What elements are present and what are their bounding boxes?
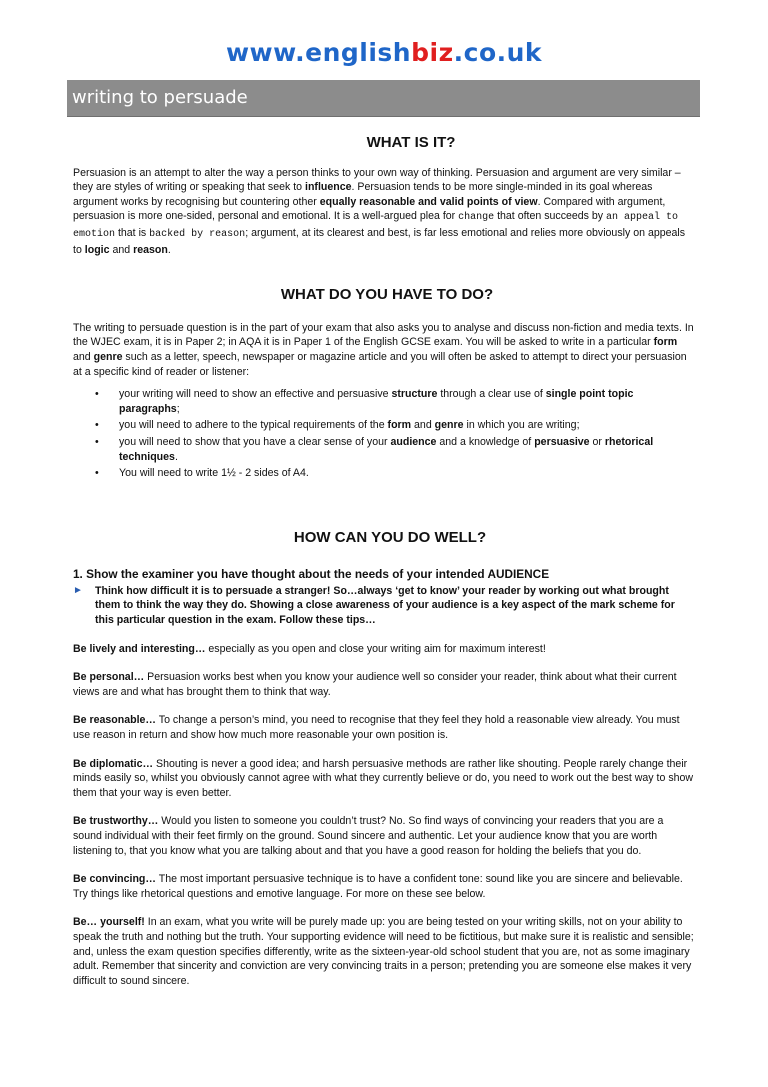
bullet-icon: •: [95, 388, 99, 401]
bullet-icon: •: [95, 435, 99, 448]
heading-how-to-do-well: HOW CAN YOU DO WELL?: [293, 528, 487, 546]
tip-reasonable: Be reasonable… To change a person’s mind, you need to recognise that they feel they hold a reasonable view already. You must use reason in return and show how much more reasonable your own position is.: [73, 714, 680, 742]
tip-yourself: Be… yourself! In an exam, what you write will be purely made up: you are being tested on your writing skills, not on your ability to speak the truth and nothing but the truth. Your supporting evidence will need to be fictitious, but make sure it is realistic and sensible; and, unless the exam question specifies differently, write as the sixteen-year-old school student that you are, not as some imaginary adult. Remember that sincerity and conviction are very convincing traits in a person; pretending you are someone else makes it very difficult to sound sincere.: [73, 916, 694, 987]
site-logo: www.englishbiz.co.uk: [225, 38, 543, 67]
task-paragraph: The writing to persuade question is in the part of your exam that also asks you to analyse and discuss non-fiction and media texts. In the WJEC exam, it is in Paper 2; in AQA it is in Paper 1 of the English GCSE exam. You will be asked to write in a particular form and genre such as a letter, speech, newspaper or magazine article and you will often be asked to attempt to direct your persuasion at a specific kind of reader or listener:: [73, 321, 694, 378]
list-item: • You will need to write 1½ - 2 sides of A4.: [95, 467, 309, 480]
heading-what-to-do: WHAT DO YOU HAVE TO DO?: [280, 286, 494, 304]
bullet-icon: •: [95, 419, 99, 432]
heading-what-is-it: WHAT IS IT?: [366, 134, 456, 151]
arrow-right-icon: ►: [73, 584, 83, 596]
banner-title: writing to persuade: [72, 87, 248, 108]
intro-paragraph: Persuasion is an attempt to alter the way a person thinks to your own way of thinking. Persuasion and argument are very similar – they are styles of writing or speaking that seek to influence. Persuasion tends to be more single-minded in its goal whereas argument works by recognising but countering other equally reasonable and valid points of view. Compared with argument, persuasion is more one-sided, personal and emotional. It is a well-argued plea for change that often succeeds by an appeal to emotion that is backed by reason; argument, at its clearest and best, is far less emotional and relies more obviously on appeals to logic and reason.: [73, 166, 686, 256]
tip-personal: Be personal… Persuasion works best when you know your audience well so consider your reader, think about what their current views are and what has brought them to think that way.: [73, 671, 677, 698]
tip-block: ► Think how difficult it is to persuade a stranger! So…always ‘get to know’ your reader by working out what brought them to think the way they do. Showing a close awareness of your audience is a key aspect of the mark scheme for this particular question in the exam. Follow these tips…: [73, 584, 675, 627]
bullet-icon: •: [95, 467, 99, 480]
list-item: • you will need to adhere to the typical requirements of the form and genre in which you are writing;: [95, 419, 580, 432]
tip-diplomatic: Be diplomatic… Shouting is never a good idea; and harsh persuasive methods are rather like shouting. People rarely change their minds easily so, whilst you obviously cannot agree with what they currently believe or do, you need to work out the best way to show them that your way is even better.: [73, 757, 694, 799]
audience-subheading: 1. Show the examiner you have thought about the needs of your intended AUDIENCE: [73, 567, 550, 582]
tip-lively: Be lively and interesting… especially as you open and close your writing aim for maximum interest!: [73, 642, 546, 655]
tip-trustworthy: Be trustworthy… Would you listen to someone you couldn’t trust? No. So find ways of convincing your readers that you are a sound individual with their feet firmly on the ground. Sound sincere and authentic. Let your audience know that you are worth listening to, that you know what you are talking about and that you have a good reason for holding the beliefs that you do.: [73, 815, 664, 857]
tip-convincing: Be convincing… The most important persuasive technique is to have a confident tone: sound like you are sincere and believable. Try things like rhetorical questions and emotive language. For more on these see below.: [73, 873, 683, 900]
requirements-list: [73, 387, 695, 481]
title-banner: [67, 80, 700, 117]
list-item: • your writing will need to show an effective and persuasive structure through a clear use of single point topic paragraphs;: [95, 388, 634, 415]
document-body: [73, 136, 695, 988]
list-item: • you will need to show that you have a clear sense of your audience and a knowledge of persuasive or rhetorical techniques.: [95, 435, 654, 463]
